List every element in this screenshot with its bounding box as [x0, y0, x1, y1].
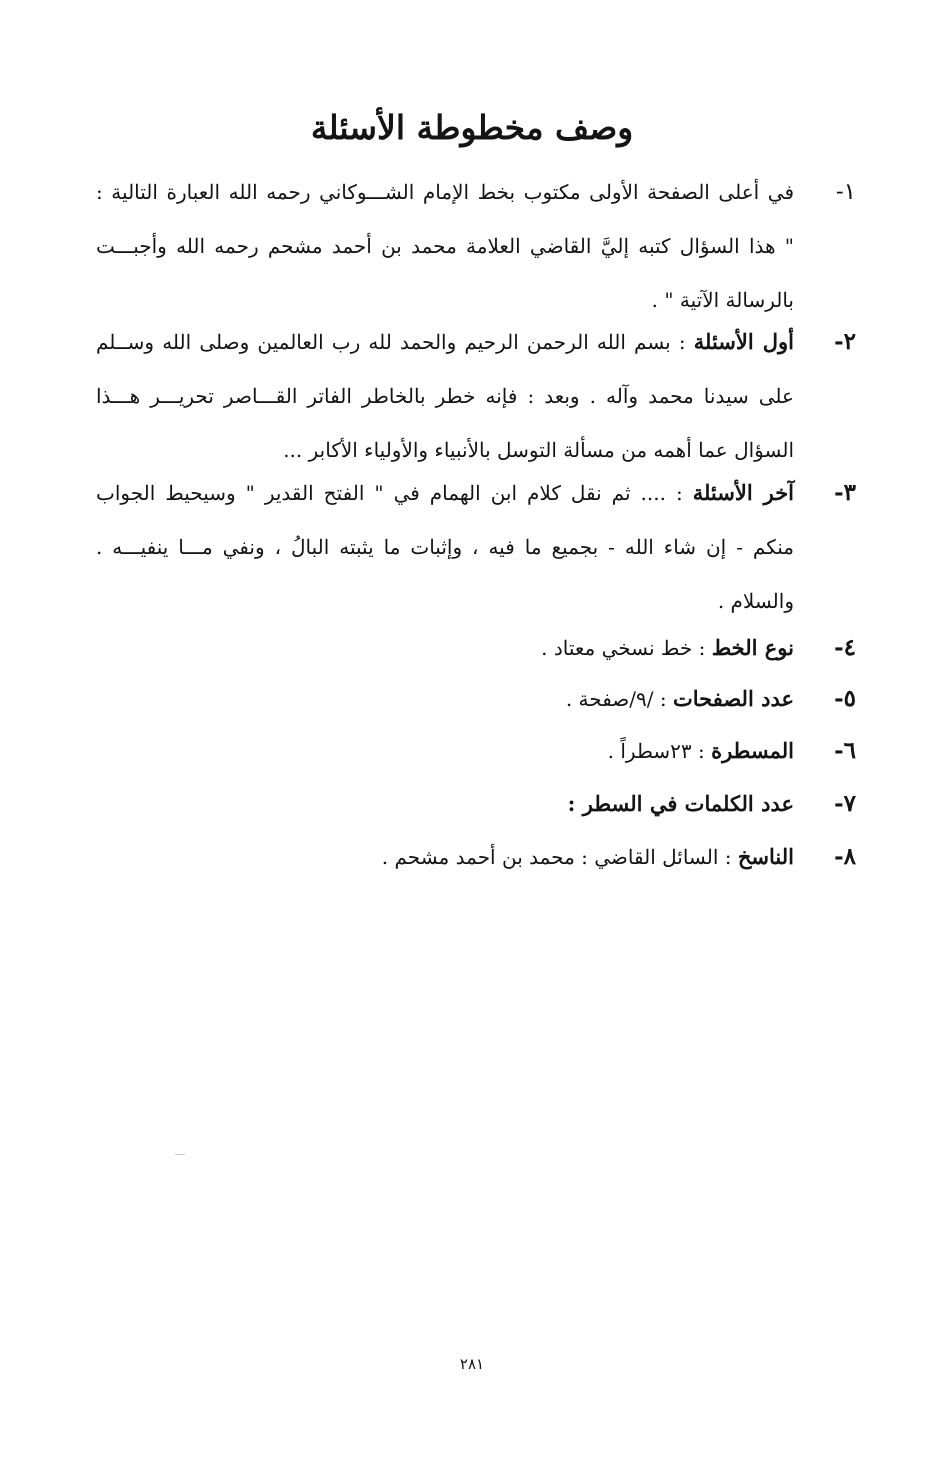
page-number: ٢٨١	[459, 1355, 485, 1373]
item-text: :	[567, 791, 583, 816]
item-text-line	[96, 466, 794, 520]
item-text-line: السؤال عما أهمه من مسألة التوسل بالأنبياء والأولياء الأكابر ...	[283, 438, 794, 462]
item-text-line	[96, 830, 794, 884]
list-item	[96, 165, 856, 327]
item-label: نوع الخط	[711, 635, 794, 660]
item-text-line: منكم - إن شاء الله - بجميع ما فيه ، وإثبات ما يثبته البالُ ، ونفي مـــا ينفيـــه .	[96, 535, 794, 559]
item-number: ٤-	[834, 634, 856, 661]
item-text-line	[96, 621, 794, 675]
item-text: : خط نسخي معتاد .	[541, 636, 712, 660]
item-text-line: بالرسالة الآتية " .	[651, 288, 794, 312]
item-number: ١-	[835, 179, 856, 205]
list-item	[96, 672, 856, 726]
item-label: آخر الأسئلة	[692, 480, 795, 505]
item-number: ٢-	[834, 328, 856, 355]
item-text-line	[96, 777, 794, 831]
item-label: المسطرة	[711, 738, 794, 763]
item-text: : السائل القاضي : محمد بن أحمد مشحم .	[381, 845, 738, 869]
item-text: : /٩/صفحة .	[565, 687, 673, 711]
list-item	[96, 466, 856, 628]
footnote-divider	[175, 1154, 185, 1155]
item-number: ٥-	[834, 685, 856, 712]
item-number: ٦-	[834, 737, 856, 764]
item-text: : بسم الله الرحمن الرحيم والحمد لله رب العالمين وصلى الله وســلم	[96, 330, 694, 354]
item-text-line: في أعلى الصفحة الأولى مكتوب بخط الإمام الشـــوكاني رحمه الله العبارة التالية :	[96, 180, 794, 204]
item-text-line: على سيدنا محمد وآله . وبعد : فإنه خطر بالخاطر الفاتر القـــاصر تحريـــر هـــذا	[96, 384, 794, 408]
list-item	[96, 830, 856, 884]
item-number: ٨-	[834, 843, 856, 870]
item-label: عدد الصفحات	[672, 686, 794, 711]
item-text-line	[96, 672, 794, 726]
item-text-line	[96, 724, 794, 778]
item-number: ٧-	[834, 790, 856, 817]
item-label: عدد الكلمات في السطر	[582, 791, 794, 816]
item-text-line: والسلام .	[717, 589, 794, 613]
item-text: : .... ثم نقل كلام ابن الهمام في " الفتح القدير " وسيحيط الجواب	[96, 481, 693, 505]
item-label: الناسخ	[737, 844, 794, 869]
item-text-line: " هذا السؤال كتبه إليَّ القاضي العلامة محمد بن أحمد مشحم رحمه الله وأجبـــت	[96, 234, 794, 258]
item-text: : ٢٣سطراً .	[607, 739, 712, 763]
item-text-line	[96, 315, 794, 369]
list-item	[96, 621, 856, 675]
page-title: وصف مخطوطة الأسئلة	[310, 108, 634, 147]
item-number: ٣-	[834, 479, 856, 506]
list-item	[96, 777, 856, 831]
item-label: أول الأسئلة	[693, 329, 795, 354]
list-item	[96, 724, 856, 778]
list-item	[96, 315, 856, 477]
